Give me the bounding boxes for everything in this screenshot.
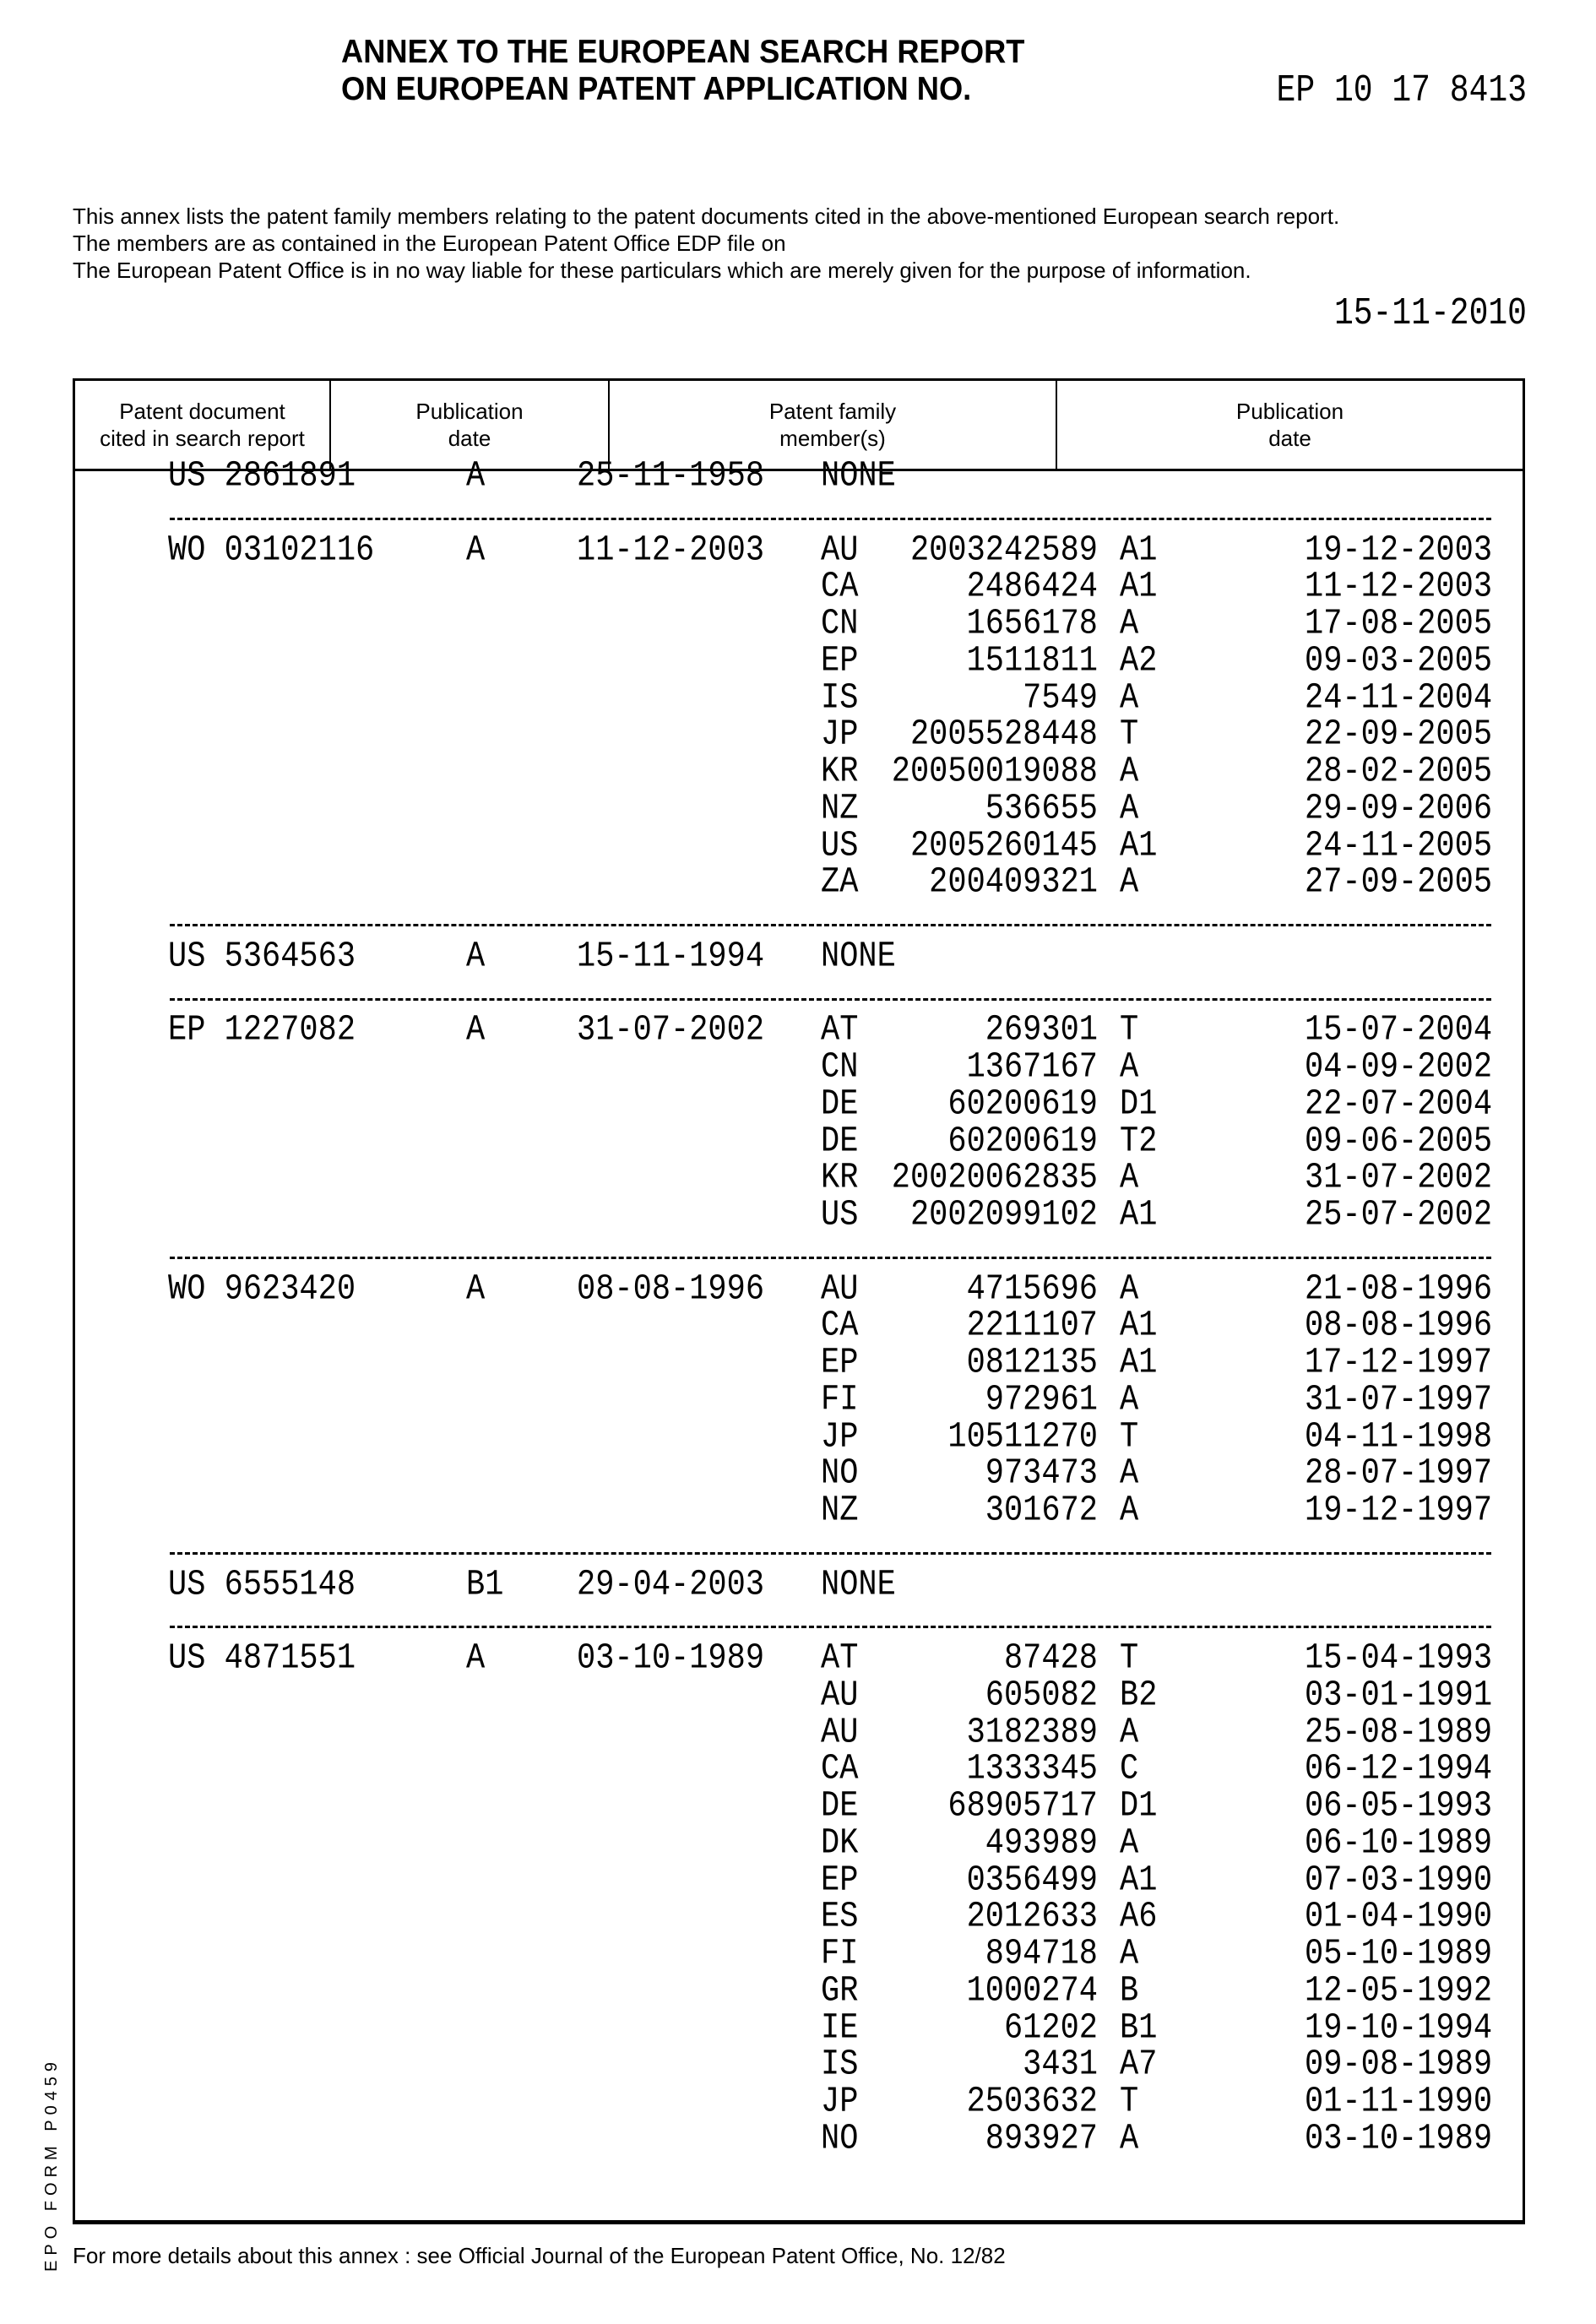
intro-line-3: The European Patent Office is in no way liable for these particulars which are merely given for the purpose of information. [73,257,1339,284]
member-country: NO [821,1452,858,1496]
header-line: date [415,425,523,452]
member-number: 200409321 [929,861,1098,904]
cited-date: 11-12-2003 [577,529,764,573]
cited-kind: A [466,936,485,979]
member-number: 0356499 [967,1860,1098,1903]
member-number: 1511811 [967,640,1098,683]
member-number: 1656178 [967,603,1098,646]
member-date: 03-10-1989 [1305,2118,1492,2161]
member-date: 31-07-1997 [1305,1379,1492,1422]
member-kind: A [1120,1822,1138,1865]
member-date: 08-08-1996 [1305,1305,1492,1348]
cited-kind: A [466,455,485,498]
member-country: IE [821,2007,858,2050]
member-date: 29-09-2006 [1305,788,1492,831]
member-number: 2002099102 [910,1194,1098,1237]
member-date: 28-07-1997 [1305,1452,1492,1496]
cited-kind: A [466,1009,485,1052]
title-line-2: ON EUROPEAN PATENT APPLICATION NO. [341,71,1024,108]
member-date: 12-05-1992 [1305,1970,1492,2013]
member-kind: T [1120,714,1138,757]
cited-document: US 5364563 [168,936,356,979]
application-number: EP 10 17 8413 [1277,69,1527,113]
member-kind: A [1120,1933,1138,1976]
cited-date: 15-11-1994 [577,936,764,979]
form-code: EPO FORM P0459 [42,2057,62,2272]
cited-date: 29-04-2003 [577,1564,764,1607]
member-country: IS [821,677,858,720]
member-date: 25-08-1989 [1305,1712,1492,1755]
member-number: 2005260145 [910,825,1098,868]
member-kind: A [1120,788,1138,831]
member-date: 27-09-2005 [1305,861,1492,904]
member-kind: T2 [1120,1121,1157,1164]
member-number: 20020062835 [892,1157,1098,1200]
member-country: JP [821,714,858,757]
group-separator [170,924,1491,926]
member-country: JP [821,1416,858,1459]
member-kind: A [1120,861,1138,904]
member-date: 09-08-1989 [1305,2044,1492,2087]
member-country: IS [821,2044,858,2087]
member-number: 1333345 [967,1748,1098,1791]
member-country: ZA [821,861,858,904]
report-title [341,34,1024,108]
member-date: 15-07-2004 [1305,1009,1492,1052]
member-kind: T [1120,1009,1138,1052]
member-country: NONE [821,455,896,498]
member-country: KR [821,751,858,794]
member-kind: T [1120,1416,1138,1459]
member-country: DE [821,1083,858,1127]
cited-document: WO 03102116 [168,529,374,573]
member-date: 17-12-1997 [1305,1342,1492,1385]
member-country: FI [821,1933,858,1976]
header-line: Publication [415,398,523,425]
member-number: 20050019088 [892,751,1098,794]
member-country: NZ [821,1490,858,1533]
member-number: 68905717 [947,1785,1098,1828]
member-number: 972961 [985,1379,1098,1422]
member-date: 07-03-1990 [1305,1860,1492,1903]
member-number: 893927 [985,2118,1098,2161]
member-kind: A [1120,1452,1138,1496]
member-number: 3431 [1023,2044,1098,2087]
member-number: 2012633 [967,1896,1098,1939]
member-number: 493989 [985,1822,1098,1865]
cited-date: 25-11-1958 [577,455,764,498]
member-date: 17-08-2005 [1305,603,1492,646]
member-country: US [821,1194,858,1237]
member-country: AU [821,1712,858,1755]
member-date: 06-05-1993 [1305,1785,1492,1828]
member-number: 87428 [1004,1637,1098,1681]
member-country: EP [821,1860,858,1903]
member-date: 09-06-2005 [1305,1121,1492,1164]
member-kind: A [1120,1157,1138,1200]
member-date: 19-12-2003 [1305,529,1492,573]
member-country: NONE [821,1564,896,1607]
member-date: 28-02-2005 [1305,751,1492,794]
cited-date: 08-08-1996 [577,1268,764,1311]
member-number: 10511270 [947,1416,1098,1459]
cited-document: EP 1227082 [168,1009,356,1052]
member-date: 04-09-2002 [1305,1046,1492,1089]
header-line: member(s) [769,425,896,452]
member-kind: A [1120,603,1138,646]
member-number: 3182389 [967,1712,1098,1755]
member-date: 31-07-2002 [1305,1157,1492,1200]
header-line: cited in search report [100,425,305,452]
intro-line-1: This annex lists the patent family members relating to the patent documents cited in the above-mentioned European search report. [73,203,1339,230]
cited-document: US 4871551 [168,1637,356,1681]
member-date: 24-11-2005 [1305,825,1492,868]
cited-kind: A [466,1268,485,1311]
member-kind: A1 [1120,529,1157,573]
member-date: 06-10-1989 [1305,1822,1492,1865]
member-kind: T [1120,1637,1138,1681]
member-kind: B2 [1120,1675,1157,1718]
member-kind: A1 [1120,566,1157,609]
member-date: 09-03-2005 [1305,640,1492,683]
member-kind: C [1120,1748,1138,1791]
member-number: 1367167 [967,1046,1098,1089]
member-kind: A [1120,2118,1138,2161]
member-number: 61202 [1004,2007,1098,2050]
member-date: 03-01-1991 [1305,1675,1492,1718]
member-date: 25-07-2002 [1305,1194,1492,1237]
member-kind: A2 [1120,640,1157,683]
member-number: 7549 [1023,677,1098,720]
group-separator [170,1552,1491,1555]
member-kind: A [1120,1490,1138,1533]
member-country: CN [821,603,858,646]
group-separator [170,1626,1491,1628]
member-kind: A [1120,1379,1138,1422]
patent-family-table [73,378,1525,2224]
member-country: EP [821,1342,858,1385]
member-number: 1000274 [967,1970,1098,2013]
member-country: FI [821,1379,858,1422]
member-country: AT [821,1637,858,1681]
member-number: 2005528448 [910,714,1098,757]
member-country: US [821,825,858,868]
member-number: 973473 [985,1452,1098,1496]
member-date: 11-12-2003 [1305,566,1492,609]
member-kind: A1 [1120,1860,1157,1903]
member-country: KR [821,1157,858,1200]
member-kind: D1 [1120,1785,1157,1828]
member-date: 06-12-1994 [1305,1748,1492,1791]
member-number: 2503632 [967,2081,1098,2124]
member-date: 24-11-2004 [1305,677,1492,720]
member-kind: A [1120,1712,1138,1755]
member-date: 19-12-1997 [1305,1490,1492,1533]
member-date: 21-08-1996 [1305,1268,1492,1311]
member-country: CN [821,1046,858,1089]
member-number: 605082 [985,1675,1098,1718]
table-body [75,474,1523,2220]
member-country: DE [821,1121,858,1164]
member-date: 22-09-2005 [1305,714,1492,757]
member-kind: D1 [1120,1083,1157,1127]
member-country: CA [821,566,858,609]
member-country: JP [821,2081,858,2124]
header-line: date [1236,425,1344,452]
group-separator [170,998,1491,1001]
member-kind: A [1120,1268,1138,1311]
member-number: 2211107 [967,1305,1098,1348]
group-separator [170,1257,1491,1259]
member-number: 301672 [985,1490,1098,1533]
member-country: NONE [821,936,896,979]
member-kind: A [1120,751,1138,794]
member-country: AU [821,1268,858,1311]
cited-date: 03-10-1989 [577,1637,764,1681]
cited-document: US 2861891 [168,455,356,498]
member-number: 2486424 [967,566,1098,609]
cited-document: WO 9623420 [168,1268,356,1311]
cited-kind: B1 [466,1564,503,1607]
member-country: CA [821,1748,858,1791]
member-kind: A1 [1120,1342,1157,1385]
member-date: 22-07-2004 [1305,1083,1492,1127]
member-number: 2003242589 [910,529,1098,573]
member-date: 01-04-1990 [1305,1896,1492,1939]
member-country: GR [821,1970,858,2013]
member-country: NO [821,2118,858,2161]
member-country: NZ [821,788,858,831]
member-number: 894718 [985,1933,1098,1976]
member-date: 15-04-1993 [1305,1637,1492,1681]
member-date: 19-10-1994 [1305,2007,1492,2050]
intro-text [73,203,1339,284]
member-country: DK [821,1822,858,1865]
member-kind: T [1120,2081,1138,2124]
member-country: AU [821,1675,858,1718]
member-kind: A7 [1120,2044,1157,2087]
member-number: 60200619 [947,1083,1098,1127]
member-kind: A [1120,677,1138,720]
cited-kind: A [466,529,485,573]
cited-kind: A [466,1637,485,1681]
member-country: EP [821,640,858,683]
header-line: Patent document [100,398,305,425]
member-kind: B1 [1120,2007,1157,2050]
member-number: 269301 [985,1009,1098,1052]
footer-note: For more details about this annex : see Official Journal of the European Patent Office, No. 12/82 [73,2243,1006,2269]
member-kind: A6 [1120,1896,1157,1939]
intro-line-2: The members are as contained in the European Patent Office EDP file on [73,230,1339,257]
member-number: 60200619 [947,1121,1098,1164]
member-date: 05-10-1989 [1305,1933,1492,1976]
member-country: AU [821,529,858,573]
title-line-1: ANNEX TO THE EUROPEAN SEARCH REPORT [341,34,1024,71]
member-country: DE [821,1785,858,1828]
member-country: AT [821,1009,858,1052]
member-country: CA [821,1305,858,1348]
header-member-publication-date [1057,381,1523,469]
member-date: 04-11-1998 [1305,1416,1492,1459]
header-line: Patent family [769,398,896,425]
member-kind: B [1120,1970,1138,2013]
member-kind: A [1120,1046,1138,1089]
group-separator [170,518,1491,520]
member-country: ES [821,1896,858,1939]
cited-date: 31-07-2002 [577,1009,764,1052]
member-number: 536655 [985,788,1098,831]
header-line: Publication [1236,398,1344,425]
member-kind: A1 [1120,1305,1157,1348]
member-kind: A1 [1120,825,1157,868]
cited-document: US 6555148 [168,1564,356,1607]
report-date: 15-11-2010 [1334,292,1527,336]
member-date: 01-11-1990 [1305,2081,1492,2124]
member-kind: A1 [1120,1194,1157,1237]
member-number: 0812135 [967,1342,1098,1385]
member-number: 4715696 [967,1268,1098,1311]
